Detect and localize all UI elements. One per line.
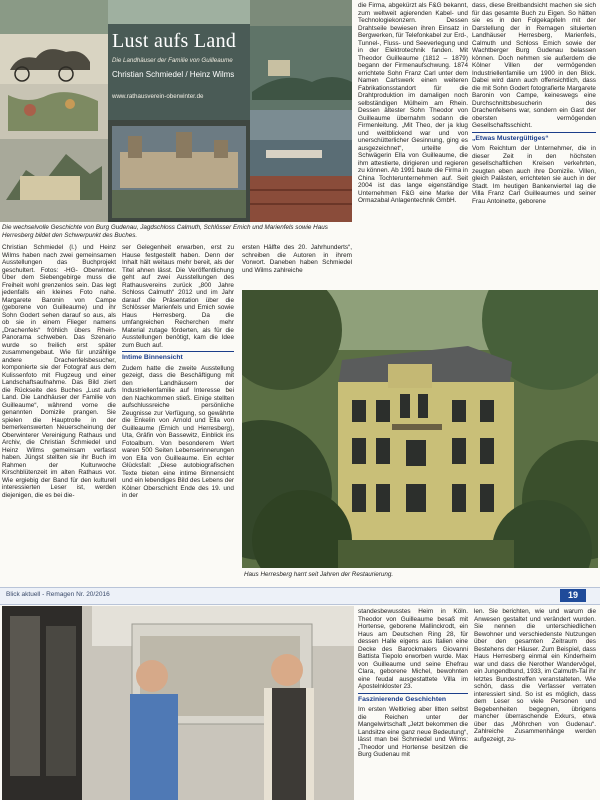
house-photo: [242, 290, 598, 568]
paragraph: Zudem hatte die zweite Ausstellung gezeigt, dass die Beschäftigung mit den Landhäusern der Industriellenfamilie auf Interesse bei den Nachkommen stieß. Einige stellten aufschlussreiche persönliche Zeugnisse zur Verfügung, so gewährte die Enkelin von Arnold und Ella von Guilleaume (Ernich und Herresberg), Uta, Gräfin von Bassewitz, Einblick ins Fotoalbum. Von besonderem Wert waren 500 Seiten Lebenserinnerungen von Ella von Guilleaume. Ein echter Glücksfall: „Diese autobiografischen Texte bieten eine intime Binnensicht und ein lebendiges Bild des Lebens der Kölner Oberschicht Ende des 19. und in der: [122, 364, 234, 499]
book-cover-authors: Christian Schmiedel / Heinz Wilms: [112, 70, 235, 79]
subheading-intime-binnensicht: Intime Binnensicht: [122, 351, 234, 363]
paragraph: standesbewusstes Heim in Köln. Theodor von Guilleaume besaß mit Hortense, geborene Mallinckrodt, ein Haus am Deutschen Ring 28, für dessen Halle eigens aus Italien eine Decke des Barockmalers Giovanni Battista Tiepolo erworben wurde. Max von Guilleaume und seine Ehefrau Clara, geborene Michel, bewohnten eine feudal ausgestattete Villa im Apostelnkloster 23.: [358, 608, 468, 690]
publication-info: Blick aktuell - Remagen Nr. 20/2016: [6, 591, 110, 598]
article-column-2: [122, 244, 234, 584]
subheading-faszinierende-geschichten: Faszinierende Geschichten: [358, 693, 468, 705]
article-column-3: [242, 244, 352, 280]
haus-herresberg-photo: [242, 290, 598, 568]
page-footer: [0, 587, 600, 605]
page-number: 19: [560, 589, 586, 602]
article-column-top-b: [472, 2, 596, 290]
article-column-top-a: [358, 2, 468, 284]
paragraph: dass, diese Breitbandsicht machen sie sich für das gesamte Buch zu Eigen. So hätten sie es in den Folgekapiteln mit der Darstellung der in Remagen situierten Landhäuser Herresberg, Marienfels, Calmuth und Schloss Emich sowie der Wachtberger Burg Gudenau belassen können. Doch nehmen sie außerdem die Kölner Villen der vermögenden Industriellenfamilie um 1900 in den Blick. Dabei wird dann auch offensichtlich, dass die mit Sohn Godert fotografierte Margarete Baronin von Campe, keineswegs eine Durchschnittsbesucherin des Drachenfelsens war, sondern ein Gast der obersten vermögenden Gesellschaftsschicht.: [472, 2, 596, 129]
authors-photo: [2, 606, 354, 800]
book-cover-title: Lust aufs Land: [112, 30, 237, 52]
house-caption: Haus Herresberg harrt seit Jahren der Restaurierung.: [244, 571, 394, 578]
paragraph: len. Sie berichten, wie und warum die Anwesen gestaltet und verändert wurden. Sie nennen die unterschiedlichen Bewohner und verschiedenste Nutzungen über den gesamten Zeitraum des Bestehens der Häuser. Zum Beispiel, dass Haus Herresberg einmal ein Kinderheim war und dass die Nerother Wandervögel, ein Jungendbund, 1933, im Calmuth-Tal ihr letztes Bundestreffen veranstalteten. Wie schön, dass die Verfasser verraten interessiert sind. So ist es möglich, dass dem Leser so viele Personen und Begebenheiten begegnen, übrigens mancher überraschende Exkurs, etwa über das „Möhrchen von Gudenau“. Zahlreiche Zusammenhänge werden aufgezeigt, zu-: [474, 608, 596, 743]
article-column-lower-a: [358, 608, 468, 800]
cover-caption: Die wechselvolle Geschichte von Burg Gudenau, Jagdschloss Calmuth, Schlösser Emich und Marienfels sowie Haus Herresberg bildet den Schwerpunkt des Buches.: [2, 224, 328, 239]
paragraph: ersten Hälfte des 20. Jahrhunderts“, schreiben die Autoren in ihrem Vorwort. Daneben haben Schmiedel und Wilms zahlreiche: [242, 244, 352, 274]
paragraph: die Firma, abgekürzt als F&G bekannt, zum weltweit agierenden Kabel- und Technologiekonzern. Dessen Drahtseile bewiesen ihren Einsatz in Bergwerken, für Telefonkabel zur Erd-, Tunnel-, Fluss- und Seeverlegung und in der Elektrotechnik fanden. Mit Theodor Guilleaume (1812 – 1879) begann der Firmenaufschwung. 1874 errichtete Sohn Franz Carl unter dem Namen Carlswerk einen weiteren Fabrikationsstandort für die Drahtproduktion im damaligen noch selbständigen Mülheim am Rhein. Dessen ältester Sohn Theodor von Guilleaume übernahm sodann die Firmenleitung. „Mit Theo, der ja klug und weitblickend war und von unerschütterlicher Gesinnung, ging es ausgezeichnet“, urteilte die Schwägerin Ella von Guilleaume, die ihm attestierte, dirigieren und regieren zu können. Ab 1991 baute die Firma in China Tochterunternehmen auf. Seit 2004 ist das lange eigenständige Unternehmen F&G eine Marke der Ormazabal Anlagentechnik GmbH.: [358, 2, 468, 204]
paragraph: Im ersten Weltkrieg aber litten selbst die Reichen unter der Mangelwirtschaft „Jetzt bekommen die Landsitze eine ganz neue Bedeutung“, lässt man bei Schmiedel und Wilms: „Theodor und Hortense besitzen die Burg Gudenau mit: [358, 706, 468, 758]
book-cover-subtitle: Die Landhäuser der Familie von Guilleaume: [112, 57, 233, 64]
article-column-1: [2, 244, 116, 584]
authors-exhibition-photo: [2, 606, 354, 800]
article-column-lower-b: [474, 608, 596, 800]
book-cover-url: www.rathausverein-oberwinter.de: [112, 93, 204, 100]
paragraph: ser Gelegenheit erwarben, erst zu Hause festgestellt haben. Denn der Inhalt hält weitaus mehr bereit, als der Titel ahnen lässt. Die Veröffentlichung geht auf zwei Ausstellungen des Rathausvereins zurück „800 Jahre Schloss Calmuth“ 2012 und im Jahr darauf die Präsentation über die Schlösser Marienfels und Emich sowie Haus Herresberg. Da die umfangreichen Recherchen mehr Material zutage förderten, als für die Ausstellungen benötigt, kam die Idee zum Buch auf.: [122, 244, 234, 349]
subheading-mustergueltiges: „Etwas Mustergültiges“: [472, 132, 596, 144]
paragraph: Christian Schmiedel (l.) und Heinz Wilms haben nach zwei gemeinsamen Ausstellungen das Buchprojekt geschultert. Fotos: -HG- Oberwinter. Über dem Siebengebirge muss die Freiheit wohl grenzenlos sein. Das legt jedenfalls ein kleines Foto nahe. Margarete Baronin von Campe (geborene von Guilleaume) und ihr Sohn Godert sehen darauf so aus, als ob sie in einem Flieger namens „Drachenfels“ fröhlich übers Rhein-Panorama schweben. Das Szenario wurde so freilich erst später zusammengebaut. Wie für unzählige andere Drachenfelsbesucher, komponierte sie der Fotograf aus dem Kulissenfoto mit Flugzeug und einer Landschaftsaufnahme. Das Bild ziert die Rückseite des Buches „Lust aufs Land. Die Landhäuser der Familie von Guilleaume“, während vorne die genannten Domizile prangen. Sie spielen die Hauptrolle in der bemerkenswerten Neuerscheinung der Oberwinterer Vereinigung Rathaus und Archiv, die Christian Schmiedel und Heinz Wilms gemeinsam verfasst haben. Jüngst stellten sie ihr Buch im Rahmen der Kulturwoche Kirschblütenzeit im alten Rathaus vor. Wie ergiebig der Band für den kulturell interessierten Leser ist, werden diejenigen, die es bei die-: [2, 244, 116, 499]
book-cover-image: [0, 0, 352, 222]
paragraph: Vom Reichtum der Unternehmer, die in dieser Zeit in den höchsten gesellschaftlichen Kreisen verkehrten, zeugten eben auch ihre Domizile. Villen, gleich Palästen, errichteten sie auch in der Stadt. Im heutigen Bankenviertel lag die Villa Franz Carl Guilleaumes und seiner Frau Antoinette, geborene: [472, 145, 596, 205]
